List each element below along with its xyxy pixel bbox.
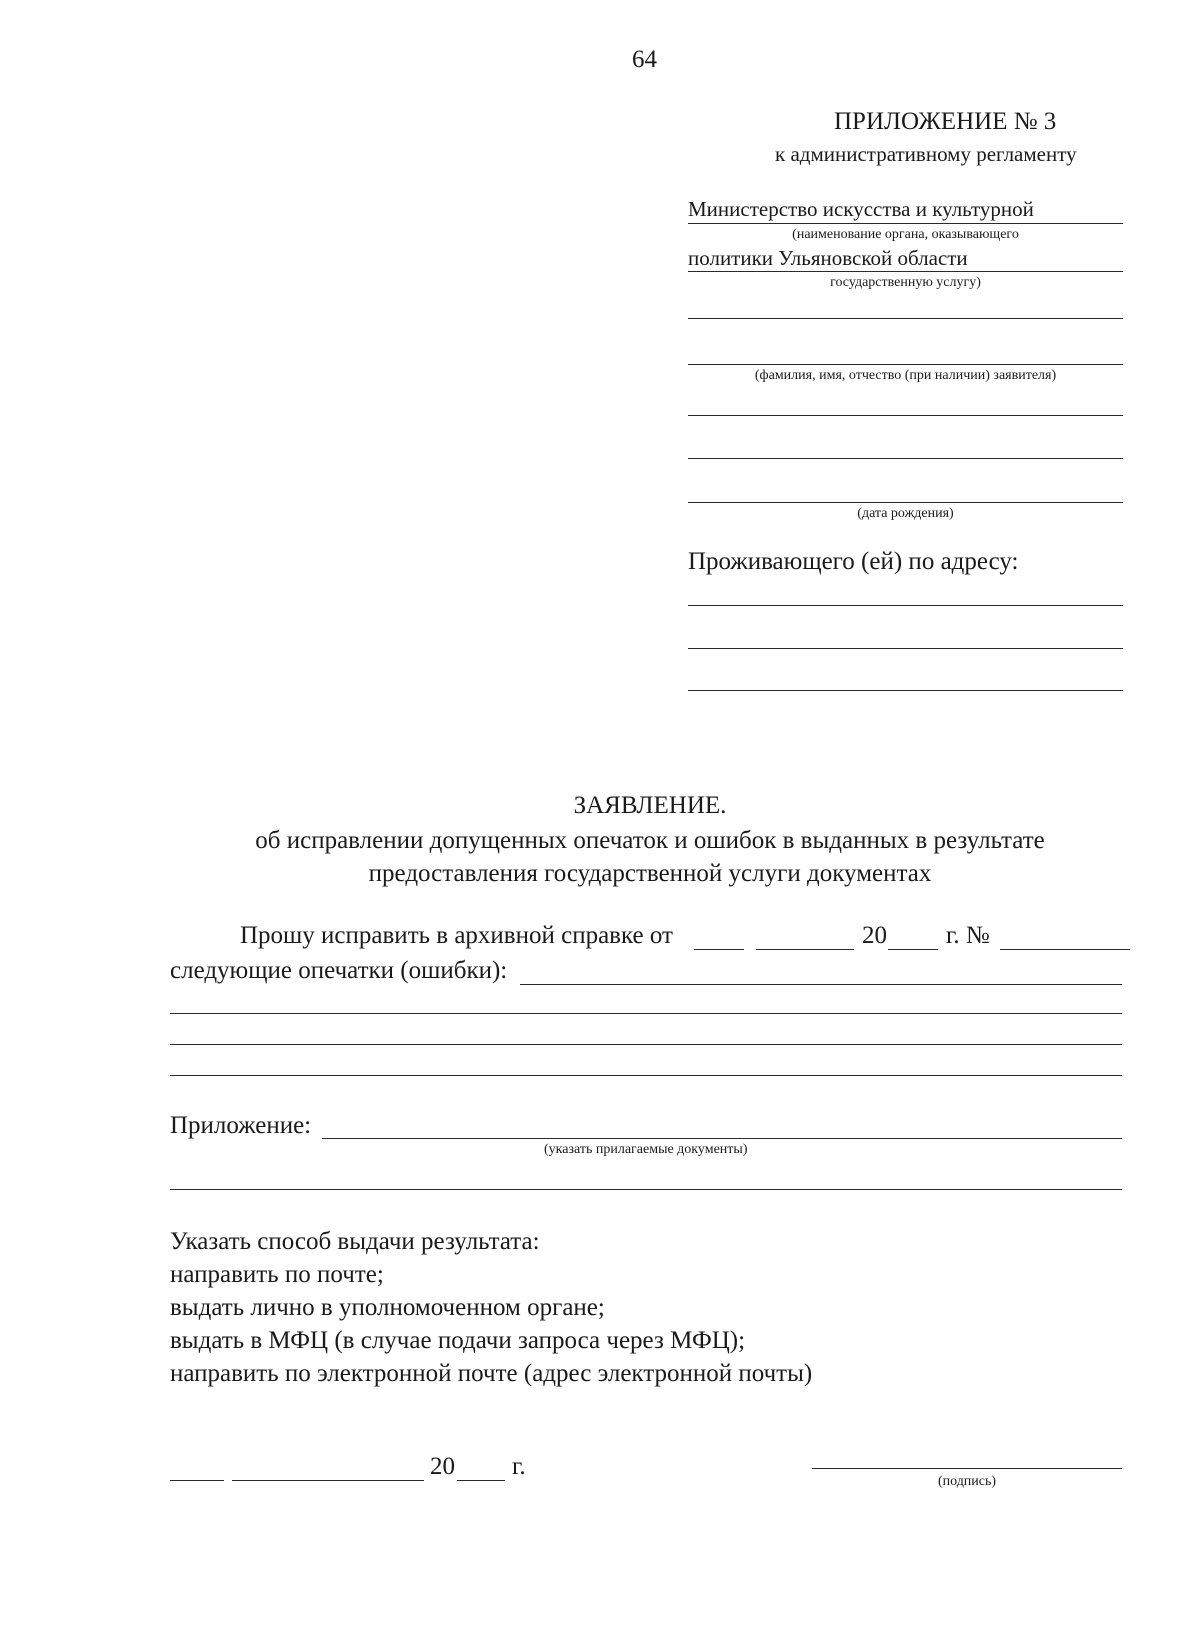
applicant-name-field-1[interactable] bbox=[688, 318, 1123, 319]
org-line1-underline bbox=[688, 223, 1123, 224]
request-number-label: г. № bbox=[946, 922, 990, 949]
address-field-3[interactable] bbox=[688, 690, 1123, 691]
org-name-line2: политики Ульяновской области bbox=[688, 246, 968, 270]
request-text: Прошу исправить в архивной справке от bbox=[240, 922, 673, 949]
footer-year-field[interactable] bbox=[457, 1480, 505, 1481]
org-line2-underline bbox=[688, 271, 1123, 272]
errors-field-2[interactable] bbox=[170, 1013, 1122, 1014]
org-hint2: государственную услугу) bbox=[830, 275, 981, 290]
applicant-field-4[interactable] bbox=[688, 458, 1123, 459]
statement-title: ЗАЯВЛЕНИЕ. bbox=[573, 792, 727, 819]
address-label: Проживающего (ей) по адресу: bbox=[688, 548, 1019, 575]
footer-year-prefix: 20 bbox=[430, 1453, 455, 1480]
errors-field-3[interactable] bbox=[170, 1044, 1122, 1045]
signature-hint: (подпись) bbox=[937, 1474, 997, 1489]
delivery-option-in-person[interactable]: выдать лично в уполномоченном органе; bbox=[170, 1294, 605, 1321]
request-number-field[interactable] bbox=[1000, 949, 1130, 950]
footer-year-suffix: г. bbox=[512, 1453, 526, 1480]
delivery-option-post[interactable]: направить по почте; bbox=[170, 1261, 384, 1288]
attachment-label: Приложение: bbox=[170, 1112, 312, 1139]
request-year-prefix: 20 bbox=[862, 922, 887, 949]
attachment-field[interactable] bbox=[322, 1138, 1122, 1139]
request-day-field[interactable] bbox=[694, 949, 744, 950]
birth-date-field[interactable] bbox=[688, 502, 1123, 503]
applicant-name-field-2[interactable] bbox=[688, 364, 1123, 365]
footer-month-field[interactable] bbox=[232, 1480, 424, 1481]
address-field-2[interactable] bbox=[688, 648, 1123, 649]
request-year-field[interactable] bbox=[888, 949, 938, 950]
attachment-field-2[interactable] bbox=[170, 1189, 1122, 1190]
errors-field-1[interactable] bbox=[520, 984, 1122, 985]
errors-label: следующие опечатки (ошибки): bbox=[170, 957, 508, 984]
org-hint1: (наименование органа, оказывающего bbox=[792, 227, 1019, 242]
applicant-field-3[interactable] bbox=[688, 415, 1123, 416]
request-month-field[interactable] bbox=[756, 949, 854, 950]
birth-date-hint: (дата рождения) bbox=[857, 506, 954, 521]
errors-field-4[interactable] bbox=[170, 1075, 1122, 1076]
delivery-option-mfc[interactable]: выдать в МФЦ (в случае подачи запроса через МФЦ); bbox=[170, 1327, 746, 1354]
attachment-hint: (указать прилагаемые документы) bbox=[544, 1142, 748, 1157]
appendix-subtitle: к административному регламенту bbox=[775, 142, 1077, 166]
footer-day-field[interactable] bbox=[170, 1480, 224, 1481]
org-name-line1: Министерство искусства и культурной bbox=[688, 197, 1034, 221]
statement-subtitle-line2: предоставления государственной услуги документах bbox=[368, 860, 932, 887]
signature-field[interactable] bbox=[812, 1468, 1122, 1469]
delivery-option-email[interactable]: направить по электронной почте (адрес электронной почты) bbox=[170, 1360, 813, 1387]
delivery-heading: Указать способ выдачи результата: bbox=[170, 1228, 540, 1255]
page-number: 64 bbox=[632, 46, 657, 73]
statement-subtitle-line1: об исправлении допущенных опечаток и ошибок в выданных в результате bbox=[255, 827, 1045, 854]
address-field-1[interactable] bbox=[688, 605, 1123, 606]
applicant-name-hint: (фамилия, имя, отчество (при наличии) заявителя) bbox=[754, 368, 1057, 383]
appendix-title: ПРИЛОЖЕНИЕ № 3 bbox=[834, 108, 1057, 135]
